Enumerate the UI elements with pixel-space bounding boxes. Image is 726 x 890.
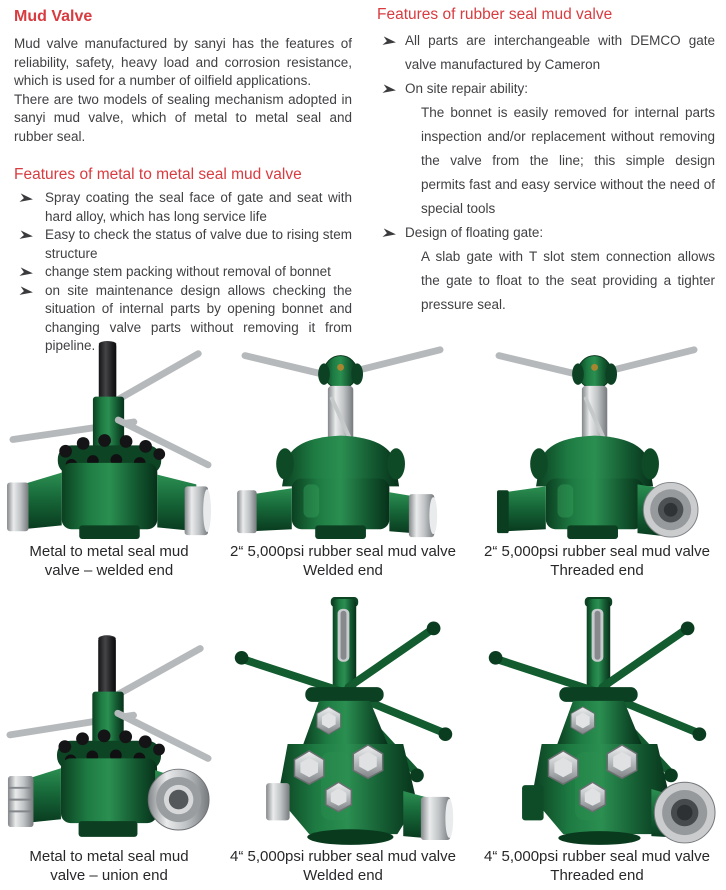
list-item-text: Easy to check the status of valve due to rising stem structure	[45, 227, 352, 261]
list-item-text: All parts are interchangeable with DEMCO gate valve manufactured by Cameron	[405, 33, 715, 72]
gallery-cell	[0, 338, 218, 580]
gallery-cell	[218, 338, 468, 580]
gallery-cell	[468, 338, 726, 580]
bullet-arrow-icon	[19, 193, 33, 204]
list-item	[377, 77, 715, 221]
bullet-arrow-icon	[19, 230, 33, 241]
metal-seal-feature-list	[14, 189, 352, 356]
gallery-cell	[0, 593, 218, 885]
list-item	[14, 189, 352, 226]
2in-rubber-seal-welded-end-valve-illustration	[231, 340, 456, 540]
list-item-text: on site maintenance design allows checking the situation of internal parts by opening bonnet and changing valve parts without removing it from pipeline.	[45, 282, 352, 353]
metal-to-metal-seal-welded-end-valve-illustration	[7, 340, 212, 540]
page-title: Mud Valve	[14, 8, 93, 25]
valve-caption: 4“ 5,000psi rubber seal mud valve Threaded end	[484, 848, 710, 884]
left-column	[14, 6, 352, 356]
valve-gallery-row-1	[0, 338, 726, 580]
valve-caption: 2“ 5,000psi rubber seal mud valve Welded end	[230, 543, 456, 579]
list-item-text: change stem packing without removal of bonnet	[45, 264, 331, 279]
text-columns	[14, 6, 716, 356]
list-item	[377, 221, 715, 317]
bullet-arrow-icon	[19, 267, 33, 278]
4in-rubber-seal-welded-end-valve-illustration	[223, 595, 463, 845]
list-item	[377, 29, 715, 77]
list-item-text: On site repair ability:	[405, 81, 529, 96]
valve-caption: Metal to metal seal mud valve – union end	[29, 848, 189, 884]
gallery-cell	[468, 593, 726, 885]
valve-gallery-row-2	[0, 593, 726, 885]
list-item	[14, 226, 352, 263]
4in-rubber-seal-threaded-end-valve-illustration	[477, 595, 717, 845]
right-column	[377, 6, 715, 356]
intro-paragraph-2: There are two models of sealing mechanism adopted in sanyi mud valve, which of metal to metal seal and rubber seal.	[14, 91, 352, 144]
gallery-cell	[218, 593, 468, 885]
bullet-arrow-icon	[19, 286, 33, 297]
list-item-detail: A slab gate with T slot stem connection allows the gate to float to the seat providing a tighter pressure seal.	[421, 249, 715, 312]
bullet-arrow-icon	[382, 84, 396, 95]
valve-caption: 4“ 5,000psi rubber seal mud valve Welded end	[230, 848, 456, 884]
rubber-seal-feature-list	[377, 29, 715, 317]
intro-paragraph-1: Mud valve manufactured by sanyi has the features of reliability, safety, heavy load and corrosion resistance, which is used for a number of oilfield applications.	[14, 36, 352, 88]
bullet-arrow-icon	[382, 228, 396, 239]
2in-rubber-seal-threaded-end-valve-illustration	[485, 340, 710, 540]
valve-caption: 2“ 5,000psi rubber seal mud valve Threaded end	[484, 543, 710, 579]
valve-caption: Metal to metal seal mud valve – welded end	[29, 543, 189, 579]
list-item-detail: The bonnet is easily removed for internal parts inspection and/or replacement without removing the valve from the line; this simple design permits fast and easy service without the need of special tools	[421, 105, 715, 216]
bullet-arrow-icon	[382, 36, 396, 47]
list-item	[14, 263, 352, 282]
list-item-text: Spray coating the seal face of gate and seat with hard alloy, which has long service life	[45, 190, 352, 224]
section-title-metal-seal: Features of metal to metal seal mud valve	[14, 166, 302, 183]
list-item-text: Design of floating gate:	[405, 225, 544, 240]
section-title-rubber-seal: Features of rubber seal mud valve	[377, 6, 613, 23]
metal-to-metal-seal-union-end-valve-illustration	[6, 609, 212, 845]
